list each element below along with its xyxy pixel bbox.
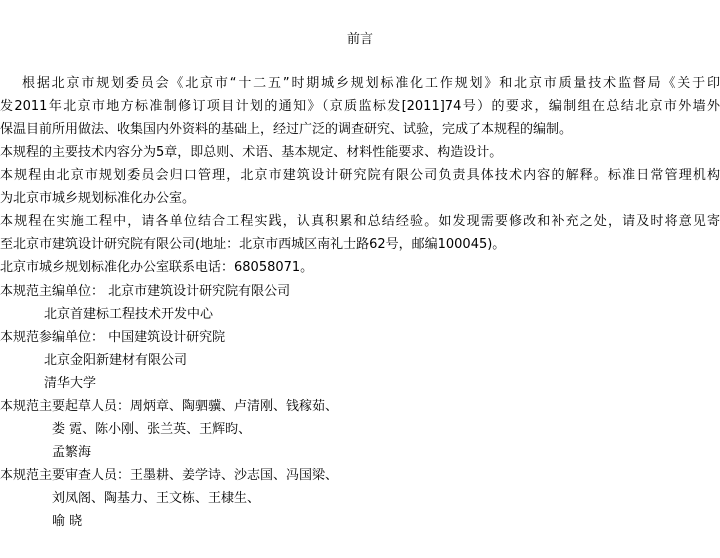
- participants-item: 清华大学: [44, 376, 97, 391]
- participants-item: 北京金阳新建材有限公司: [44, 353, 188, 368]
- content-line: 本规程的主要技术内容分为5章，即总则、术语、基本规定、材料性能要求、构造设计。: [0, 145, 503, 160]
- drafters-label: 本规范主要起草人员：: [0, 399, 131, 414]
- intro-line-1: 根据北京市规划委员会《北京市“十二五”时期城乡规划标准化工作规划》和北京市质量技术监督局《关于印: [22, 76, 720, 91]
- chief-editor-row: [0, 282, 720, 302]
- page-title: 前言: [346, 32, 373, 47]
- drafters-item: 娄 霓、陈小刚、张兰英、王辉昀、: [52, 422, 252, 437]
- management-line-2: 为北京市城乡规划标准化办公室。: [0, 191, 196, 206]
- reviewers-label: 本规范主要审查人员：: [0, 468, 131, 483]
- drafters-row: [0, 397, 720, 417]
- chief-editor-label: 本规范主编单位：: [0, 284, 105, 299]
- reviewers-first: 王墨耕、姜学诗、沙志国、冯国梁、: [130, 468, 339, 483]
- contact-line: 北京市城乡规划标准化办公室联系电话：68058071。: [0, 260, 314, 275]
- participants-row: [0, 328, 720, 348]
- chief-editor-item: 北京首建标工程技术开发中心: [44, 307, 214, 322]
- feedback-line-2: 至北京市建筑设计研究院有限公司(地址：北京市西城区南礼士路62号，邮编100045)。: [0, 237, 506, 252]
- reviewers-item: 喻 晓: [52, 514, 83, 529]
- management-line-1: 本规程由北京市规划委员会归口管理，北京市建筑设计研究院有限公司负责具体技术内容的解释。标准日常管理机构: [0, 168, 720, 183]
- intro-line-3: 保温目前所用做法、收集国内外资料的基础上，经过广泛的调查研究、试验，完成了本规程的编制。: [0, 122, 573, 137]
- participants-first: 中国建筑设计研究院: [108, 330, 226, 345]
- drafters-item: 孟繁海: [52, 445, 92, 460]
- feedback-line-1: 本规程在实施工程中，请各单位结合工程实践，认真积累和总结经验。如发现需要修改和补充之处，请及时将意见寄: [0, 214, 720, 229]
- reviewers-item: 刘凤阁、陶基力、王文栋、王棣生、: [52, 491, 261, 506]
- drafters-first: 周炳章、陶驷骥、卢清刚、钱稼茹、: [130, 399, 339, 414]
- chief-editor-first: 北京市建筑设计研究院有限公司: [108, 284, 291, 299]
- intro-line-2: 发2011年北京市地方标准制修订项目计划的通知》（京质监标发[2011]74号）的要求，编制组在总结北京市外墙外: [0, 99, 720, 114]
- participants-label: 本规范参编单位：: [0, 330, 105, 345]
- reviewers-row: [0, 466, 720, 486]
